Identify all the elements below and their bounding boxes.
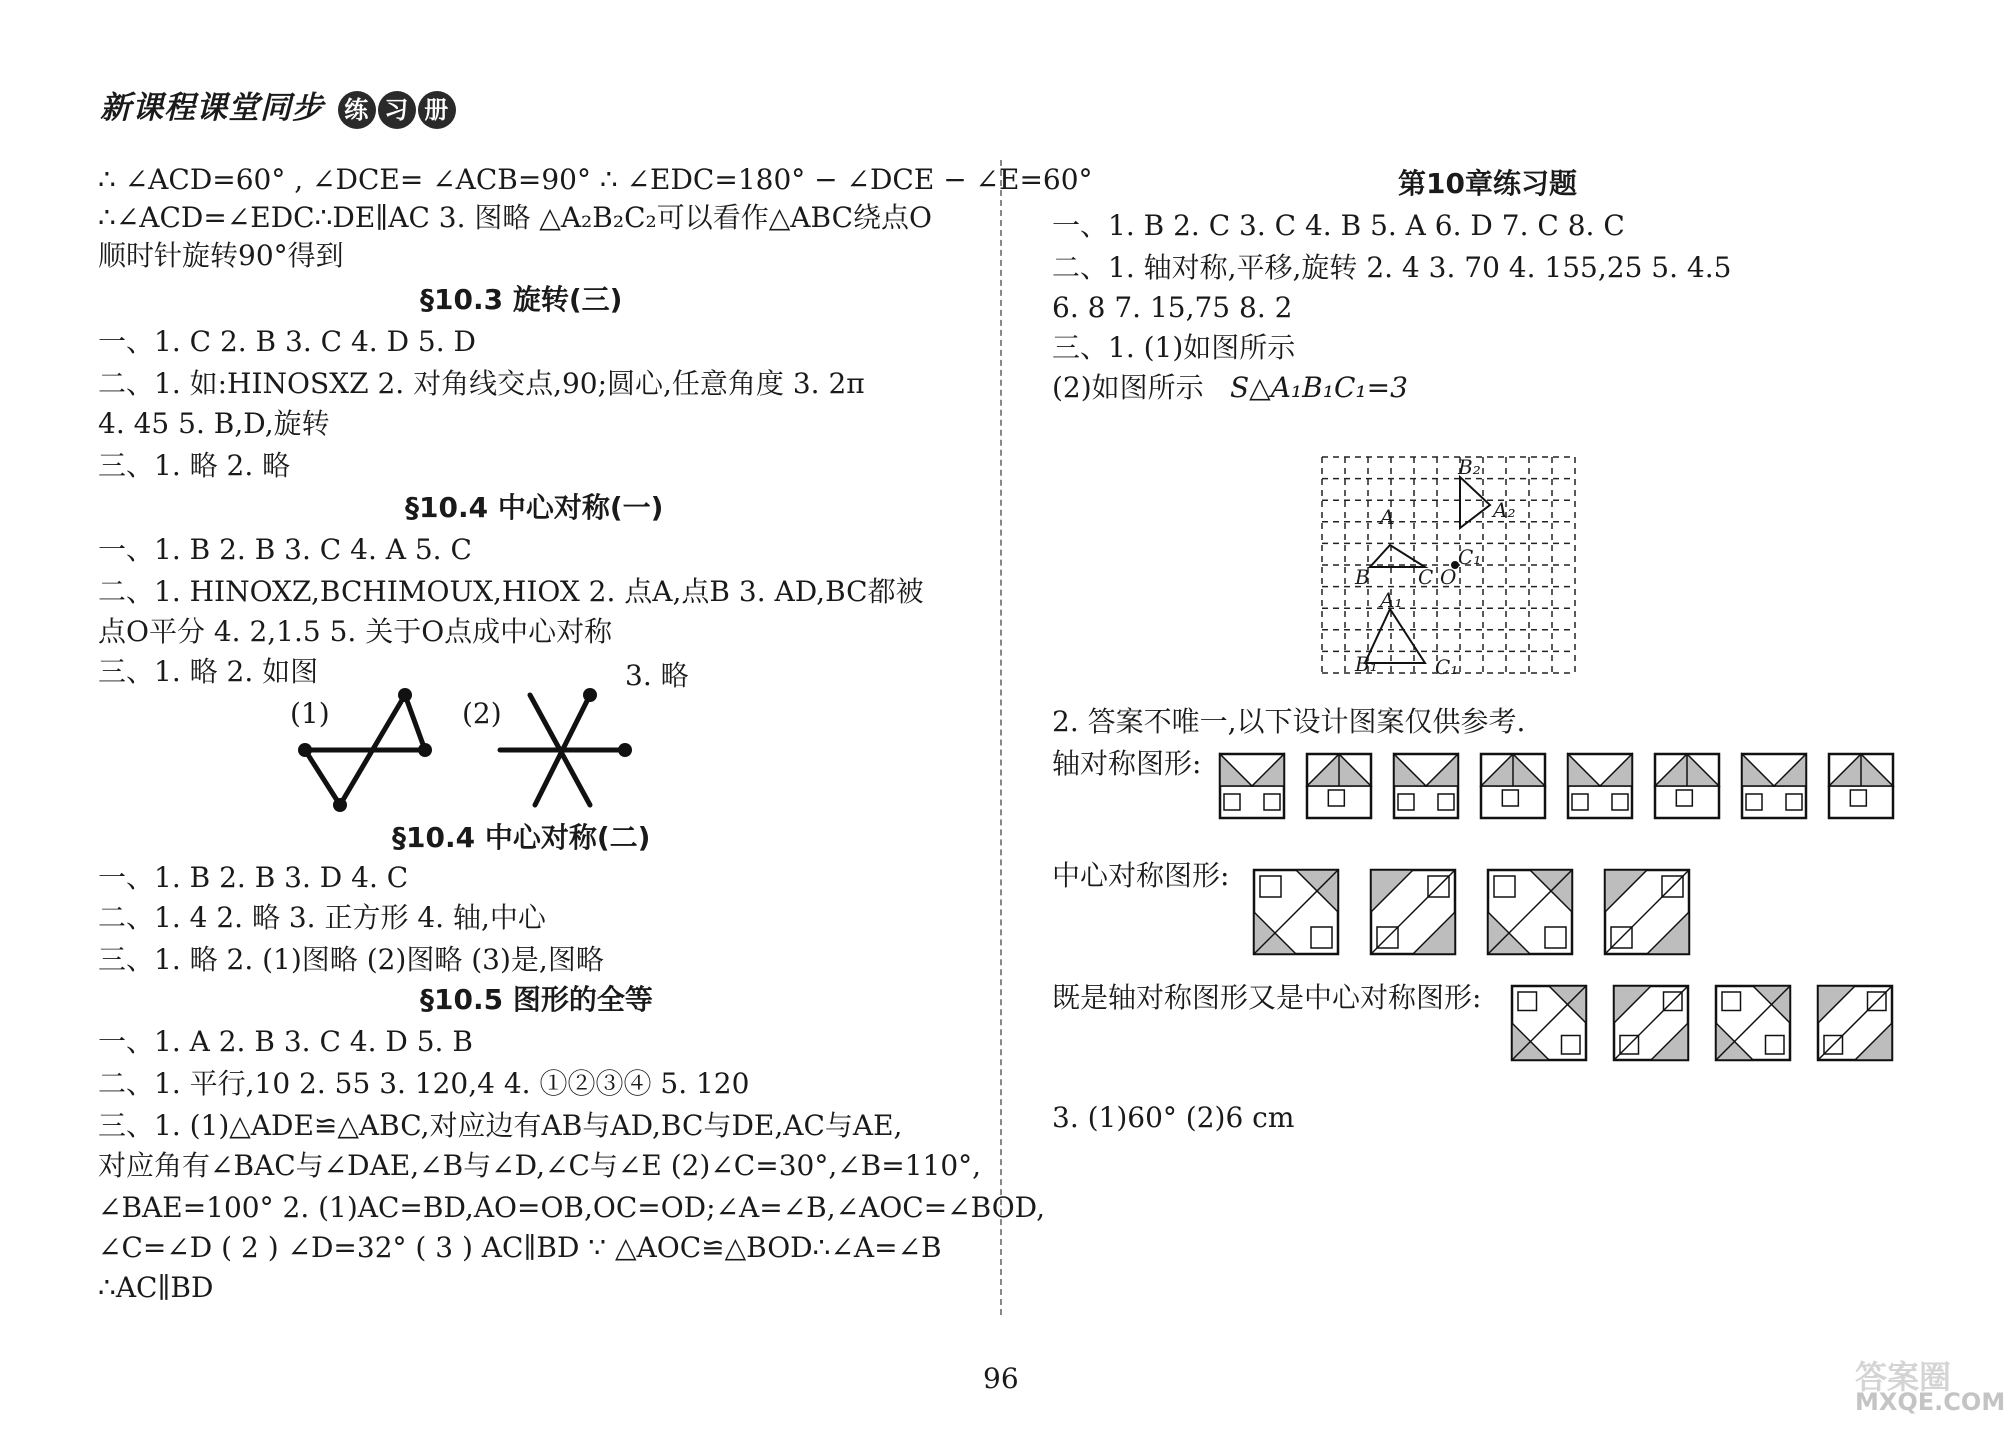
text-line: 顺时针旋转90°得到 — [98, 239, 344, 272]
header-title: 新课程课堂同步 — [100, 90, 324, 126]
bowtie-figure — [295, 690, 455, 810]
axis-symmetric-label: 轴对称图形: — [1052, 747, 1202, 780]
axis-symmetric-patterns — [1218, 752, 1908, 822]
text-line: 三、1. 略 2. (1)图略 (2)图略 (3)是,图略 — [98, 943, 604, 976]
grid-label: B₂ — [1458, 455, 1481, 479]
text-line: 一、1. A 2. B 3. C 4. D 5. B — [98, 1025, 473, 1058]
chapter-title: 第10章练习题 — [1398, 167, 1577, 200]
section-title-10-3: §10.3 旋转(三) — [420, 283, 623, 316]
center-pattern-tile — [1605, 870, 1689, 954]
text-line: ∴AC∥BD — [98, 1271, 214, 1304]
text-line: ∴∠ACD=∠EDC∴DE∥AC 3. 图略 △A₂B₂C₂可以看作△ABC绕点O — [98, 201, 932, 234]
text-line: ∠C=∠D ( 2 ) ∠D=32° ( 3 ) AC∥BD ∵ △AOC≌△BOD∴∠A=∠B — [98, 1231, 942, 1264]
grid-label: B₁ — [1355, 652, 1378, 676]
text-line: ∴ ∠ACD=60° , ∠DCE= ∠ACB=90° ∴ ∠EDC=180° − ∠DCE − ∠E=60° — [98, 163, 1093, 196]
axis-pattern-tile — [1655, 754, 1719, 818]
text-line: 一、1. C 2. B 3. C 4. D 5. D — [98, 325, 477, 358]
text-line: 6. 8 7. 15,75 8. 2 — [1052, 291, 1293, 324]
both-symmetric-label: 既是轴对称图形又是中心对称图形: — [1052, 981, 1482, 1014]
axis-pattern-tile — [1394, 754, 1458, 818]
axis-pattern-tile — [1220, 754, 1284, 818]
design-note: 2. 答案不唯一,以下设计图案仅供参考. — [1052, 705, 1526, 738]
axis-pattern-tile — [1568, 754, 1632, 818]
section-title-10-4a: §10.4 中心对称(一) — [405, 491, 664, 524]
grid-label: C₁ — [1435, 655, 1459, 679]
star-figure — [495, 690, 635, 810]
center-pattern-tile — [1254, 870, 1338, 954]
area-formula: S△A₁B₁C₁=3 — [1230, 371, 1408, 404]
grid-label: O — [1440, 565, 1457, 589]
axis-pattern-tile — [1742, 754, 1806, 818]
axis-pattern-tile — [1307, 754, 1371, 818]
figure-label-2: (2) — [462, 697, 502, 730]
both-pattern-tile — [1614, 986, 1688, 1060]
text-line: 4. 45 5. B,D,旋转 — [98, 407, 330, 440]
watermark-url: MXQE.COM — [1855, 1388, 2006, 1416]
text-line: 点O平分 4. 2,1.5 5. 关于O点成中心对称 — [98, 615, 613, 648]
center-symmetric-patterns — [1252, 868, 1692, 958]
page-number: 96 — [983, 1362, 1019, 1395]
question-3-answer: 3. (1)60° (2)6 cm — [1052, 1101, 1295, 1134]
both-pattern-tile — [1818, 986, 1892, 1060]
center-pattern-tile — [1371, 870, 1455, 954]
text-line: ∠BAE=100° 2. (1)AC=BD,AO=OB,OC=OD;∠A=∠B,∠AOC=∠BOD, — [98, 1191, 1046, 1224]
section-title-10-5: §10.5 图形的全等 — [420, 983, 653, 1016]
axis-pattern-tile — [1829, 754, 1893, 818]
text-line: 三、1. 略 2. 略 — [98, 449, 291, 482]
section-title-10-4b: §10.4 中心对称(二) — [392, 821, 651, 854]
both-symmetric-patterns — [1510, 984, 1930, 1064]
center-pattern-tile — [1488, 870, 1572, 954]
axis-pattern-tile — [1481, 754, 1545, 818]
text-line: 3. 略 — [625, 659, 689, 692]
text-line: 二、1. 轴对称,平移,旋转 2. 4 3. 70 4. 155,25 5. 4.5 — [1052, 251, 1732, 284]
text-line: 三、1. (1)△ADE≌△ABC,对应边有AB与AD,BC与DE,AC与AE, — [98, 1109, 903, 1142]
grid-label: A₁ — [1380, 588, 1403, 612]
book-header — [100, 82, 456, 129]
grid-label: C — [1418, 565, 1434, 589]
text-line: 三、1. (1)如图所示 — [1052, 331, 1296, 364]
both-pattern-tile — [1512, 986, 1586, 1060]
grid-label: B — [1355, 565, 1370, 589]
text-line: 二、1. HINOXZ,BCHIMOUX,HIOX 2. 点A,点B 3. AD,BC都被 — [98, 575, 924, 608]
text-line: 二、1. 平行,10 2. 55 3. 120,4 4. ①②③④ 5. 120 — [98, 1067, 750, 1100]
watermark-logo: 答案圈 — [1855, 1358, 1952, 1396]
column-divider — [1000, 160, 1002, 1315]
text-line: 三、1. 略 2. 如图 — [98, 655, 319, 688]
text-line: (2)如图所示 — [1052, 371, 1204, 404]
grid-label: A₂ — [1493, 498, 1516, 522]
text-line: 一、1. B 2. C 3. C 4. B 5. A 6. D 7. C 8. C — [1052, 209, 1625, 242]
grid-label: C₁ — [1458, 545, 1482, 569]
header-badge-2: 习 — [378, 91, 416, 129]
center-symmetric-label: 中心对称图形: — [1052, 859, 1230, 892]
both-pattern-tile — [1716, 986, 1790, 1060]
figure-label-1: (1) — [290, 697, 330, 730]
text-line: 一、1. B 2. B 3. C 4. A 5. C — [98, 533, 472, 566]
grid-label: A — [1380, 505, 1395, 529]
text-line: 对应角有∠BAC与∠DAE,∠B与∠D,∠C与∠E (2)∠C=30°,∠B=110°, — [98, 1149, 982, 1182]
text-line: 二、1. 4 2. 略 3. 正方形 4. 轴,中心 — [98, 901, 546, 934]
text-line: 二、1. 如:HINOSXZ 2. 对角线交点,90;圆心,任意角度 3. 2π — [98, 367, 865, 400]
header-badge-1: 练 — [338, 91, 376, 129]
text-line: 一、1. B 2. B 3. D 4. C — [98, 861, 409, 894]
header-badge-3: 册 — [418, 91, 456, 129]
